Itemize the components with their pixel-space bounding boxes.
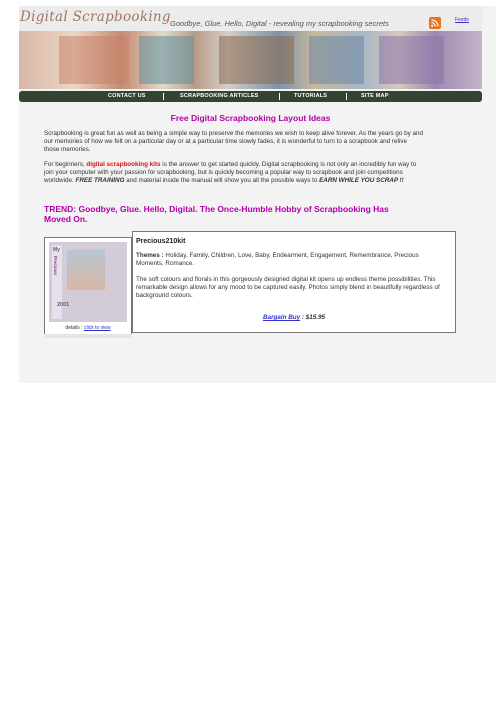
kit-price: : $15.95: [300, 314, 325, 321]
banner-tile: [59, 36, 129, 84]
product-thumbnail[interactable]: [49, 242, 127, 322]
themes-label: Themes :: [136, 252, 166, 259]
page-title: Free Digital Scrapbooking Layout Ideas: [170, 113, 331, 123]
banner-tile: [309, 36, 364, 84]
buy-line: [133, 314, 455, 321]
nav-separator: [279, 93, 280, 100]
beginners-text-c: and material inside the manual will show you all the possible ways to: [124, 177, 320, 185]
kit-themes: [136, 252, 446, 268]
beginners-text-a: For beginners,: [44, 161, 87, 168]
product-info-box: [132, 231, 456, 333]
page-container: [19, 6, 496, 383]
nav-tutorials[interactable]: TUTORIALS: [294, 93, 328, 99]
thumbnail-shadow: [44, 334, 132, 338]
click-to-view-link[interactable]: click to view: [83, 325, 111, 331]
nav-site-map[interactable]: SITE MAP: [361, 93, 389, 99]
free-training-text: FREE TRAINING: [75, 177, 125, 185]
intro-paragraph: Scrapbooking is great fun as well as being a simple way to preserve the memories we wish to keep alive forever. As the years go by and our memories of how we felt on a particular day or at a particular time slowly fades, it is wonderful to turn to a scrapbook and relive those memories.: [44, 130, 424, 154]
main-navigation: [19, 91, 482, 102]
banner-tile: [139, 36, 194, 84]
trend-heading: TREND: Goodbye, Glue. Hello, Digital. The Once-Humble Hobby of Scrapbooking Has Moved On.: [44, 204, 389, 224]
nav-separator: [346, 93, 347, 100]
details-label: details :: [65, 325, 84, 331]
thumbnail-word-my: My: [53, 247, 60, 253]
banner-tile: [219, 36, 294, 84]
nav-scrapbooking-articles[interactable]: SCRAPBOOKING ARTICLES: [180, 93, 259, 99]
product-thumbnail-box: [44, 237, 132, 335]
nav-separator: [163, 93, 164, 100]
rss-icon[interactable]: [429, 17, 441, 29]
thumbnail-year: 2001: [57, 302, 70, 308]
nav-contact-us[interactable]: CONTACT US: [108, 93, 146, 99]
beginners-text-b: is the answer to get started quickly. Digital scrapbooking is not only an incredibly fun way to join your computer with your passion for scrapbooking, but is quickly becoming a popular way to scrapbook and join competitions worldwide.: [44, 161, 417, 185]
banner-image: [19, 31, 482, 89]
themes-list: Holiday, Family, Children, Love, Baby, Endearment, Engagement, Remembrance, Precious Moments, Romance.: [136, 252, 419, 267]
beginners-paragraph: [44, 161, 424, 185]
thumbnail-word-precious: Precious: [53, 256, 58, 276]
banner-tile: [379, 36, 444, 84]
site-header: [19, 6, 482, 31]
details-line: [45, 325, 131, 331]
site-logo[interactable]: Digital Scrapbooking: [20, 9, 171, 25]
kit-description: The soft colours and florals in this gorgeously designed digital kit opens up endless theme possibilities. This remarkable design allows for any mood to be captured easily. Photos simply blend in beautifully regardless of background colours.: [136, 276, 440, 299]
bargain-buy-link[interactable]: Bargain Buy: [263, 314, 301, 321]
digital-kits-link[interactable]: digital scrapbooking kits: [86, 161, 161, 168]
feeds-link[interactable]: Feeds: [455, 17, 469, 23]
site-tagline: Goodbye, Glue. Hello, Digital - revealing my scrapbooking secrets: [170, 19, 389, 28]
kit-name: Precious210kit: [136, 238, 186, 245]
earn-text: EARN WHILE YOU SCRAP !!: [319, 177, 404, 185]
thumbnail-photo: [67, 250, 105, 290]
